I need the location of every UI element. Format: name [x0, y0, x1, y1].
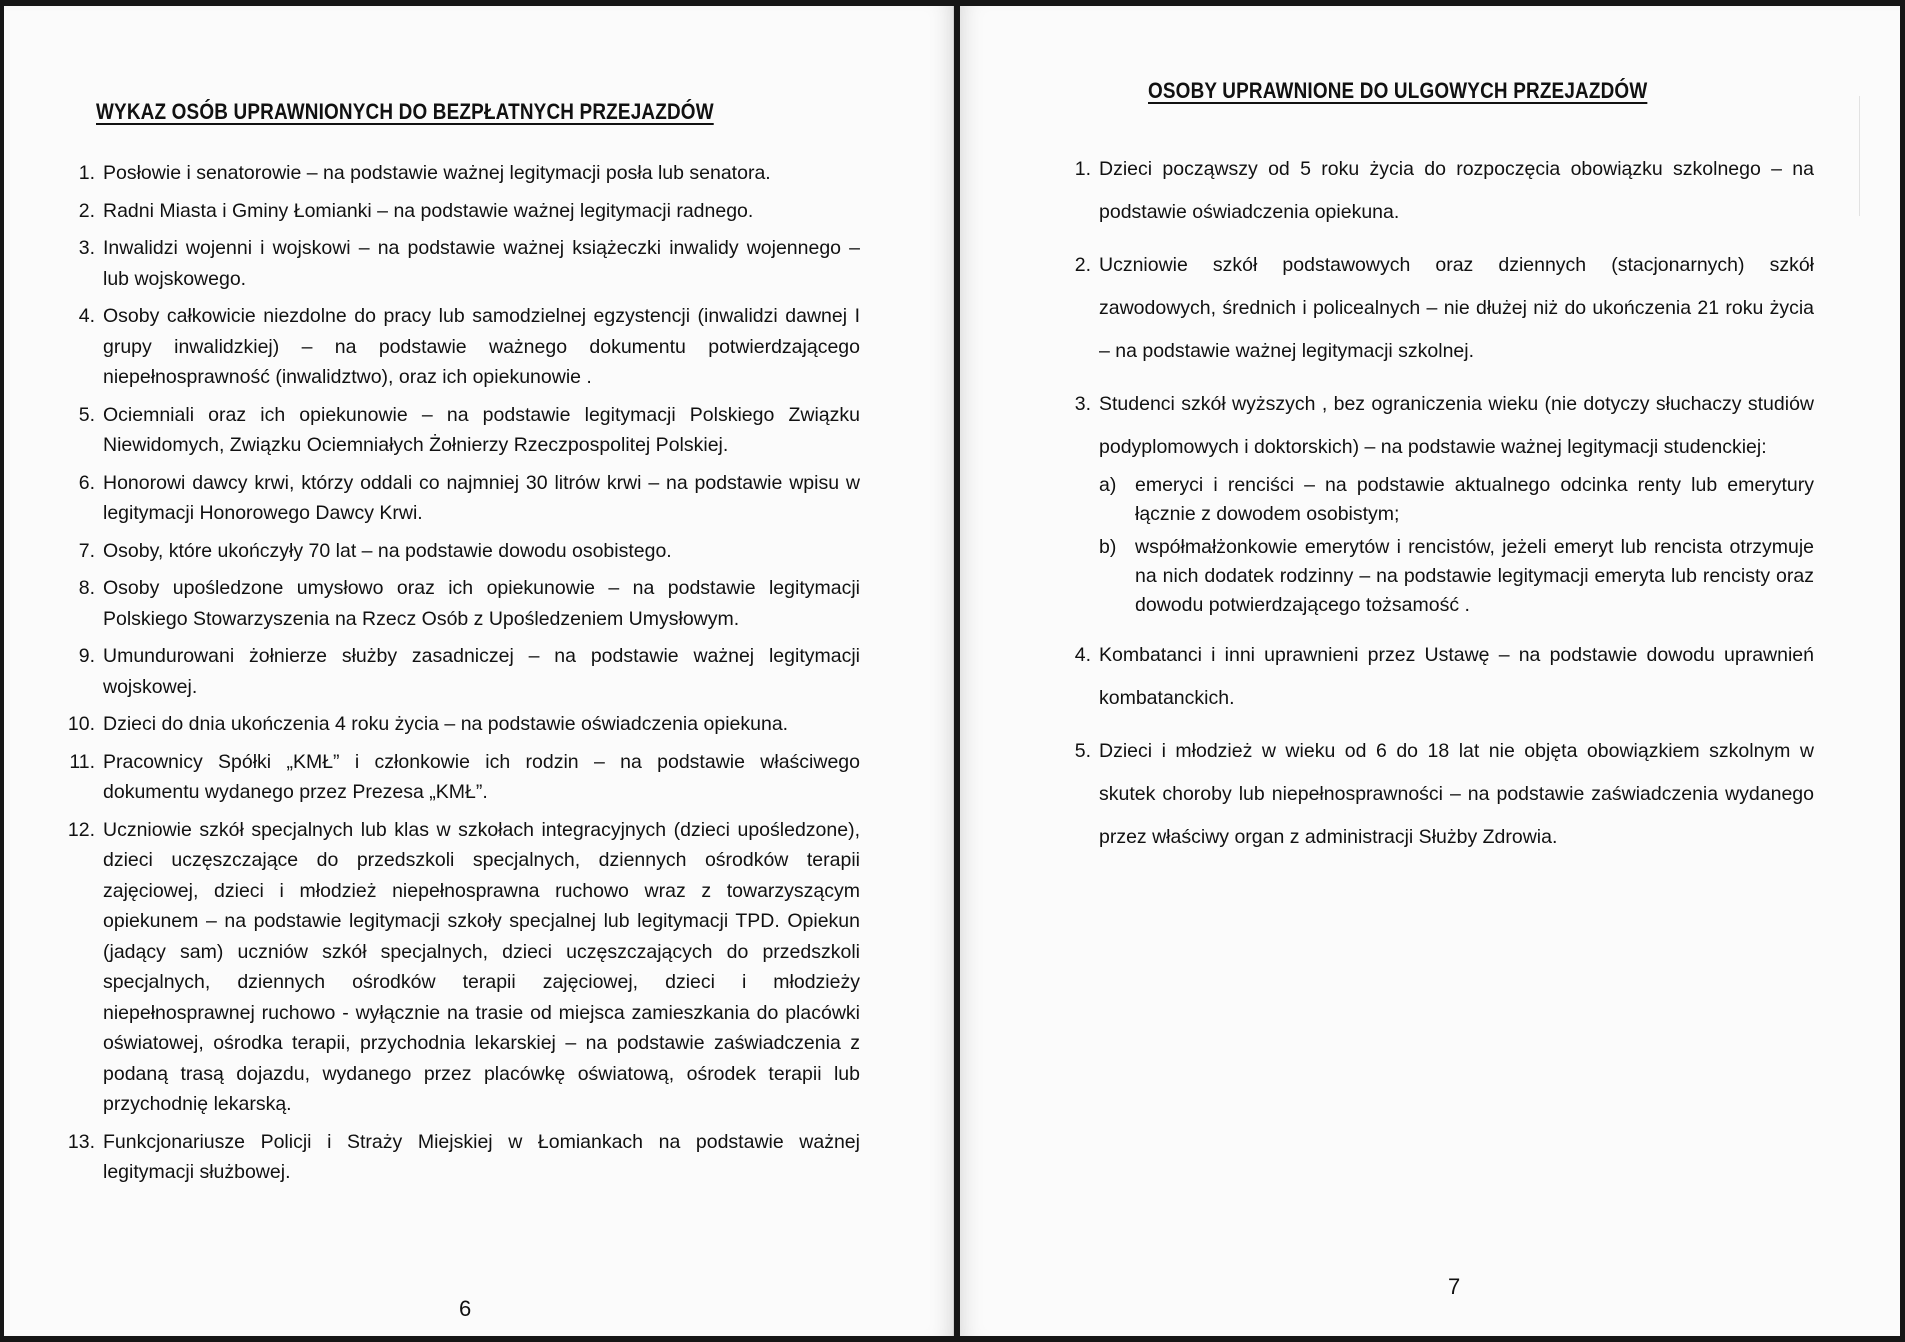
item-text: Pracownicy Spółki „KMŁ” i członkowie ich rodzin – na podstawie właściwego dokumentu wydanego przez Prezesa „KMŁ”.	[103, 750, 860, 803]
item-number: 10.	[67, 713, 95, 735]
item-number: 12.	[67, 818, 95, 841]
item-number: 13.	[67, 1130, 95, 1153]
item-text: Dzieci do dnia ukończenia 4 roku życia – na podstawie oświadczenia opiekuna.	[103, 713, 789, 735]
item-text: Inwalidzi wojenni i wojskowi – na podstawie ważnej książeczki inwalidy wojennego – lub wojskowego.	[103, 237, 860, 290]
item-text: Umundurowani żołnierze służby zasadniczej – na podstawie ważnej legitymacji wojskowej.	[103, 645, 860, 698]
item-number: 1.	[1074, 158, 1091, 180]
item-number: 6.	[78, 471, 95, 494]
item-number: 7.	[78, 539, 95, 562]
list-item	[1054, 730, 1814, 859]
item-text: Posłowie i senatorowie – na podstawie ważnej legitymacji posła lub senatora.	[103, 162, 771, 184]
sub-item-letter: a)	[1099, 474, 1117, 496]
sub-item-letter: b)	[1099, 536, 1117, 558]
item-number: 3.	[1074, 393, 1091, 415]
list-item	[1054, 383, 1814, 624]
list-item	[60, 196, 860, 227]
item-number: 9.	[78, 645, 95, 667]
sub-list	[1099, 471, 1814, 620]
item-number: 4.	[78, 305, 95, 327]
item-number: 5.	[78, 403, 95, 426]
item-text: Dzieci i młodzież w wieku od 6 do 18 lat nie objęta obowiązkiem szkolnym w skutek choroby lub niepełnosprawności – na podstawie zaświadczenia wydanego przez właściwy organ z administracji Służby Zdrowia.	[1099, 740, 1814, 848]
item-text: Studenci szkół wyższych , bez ograniczenia wieku (nie dotyczy słuchaczy studiów podyplomowych i doktorskich) – na podstawie ważnej legitymacji studenckiej:	[1099, 393, 1814, 458]
sub-item-text: współmałżonkowie emerytów i rencistów, jeżeli emeryt lub rencista otrzymuje na nich dodatek rodzinny – na podstawie legitymacji emeryta lub rencisty oraz dowodu potwierdzającego tożsamość .	[1135, 536, 1814, 616]
list-item	[60, 573, 860, 634]
item-text: Osoby upośledzone umysłowo oraz ich opiekunowie – na podstawie legitymacji Polskiego Stowarzyszenia na Rzecz Osób z Upośledzeniem Umysłowym.	[103, 577, 860, 630]
item-number: 3.	[78, 237, 95, 259]
list-item	[60, 709, 860, 740]
left-page-heading: WYKAZ OSÓB UPRAWNIONYCH DO BEZPŁATNYCH PRZEJAZDÓW	[96, 99, 714, 124]
item-text: Dzieci począwszy od 5 roku życia do rozpoczęcia obowiązku szkolnego – na podstawie oświadczenia opiekuna.	[1099, 158, 1814, 223]
item-number: 11.	[69, 750, 95, 773]
item-number: 4.	[1074, 644, 1091, 666]
right-page	[960, 6, 1900, 1336]
item-number: 2.	[78, 199, 95, 222]
left-page	[4, 6, 954, 1336]
item-text: Radni Miasta i Gminy Łomianki – na podstawie ważnej legitymacji radnego.	[103, 199, 754, 222]
list-item	[1054, 244, 1814, 373]
list-item	[60, 1127, 860, 1188]
item-text: Uczniowie szkół specjalnych lub klas w szkołach integracyjnych (dzieci upośledzone), dzieci uczęszczające do przedszkoli specjalnych, dziennych ośrodków terapii zajęciowej, dzieci i młodzież niepełnosprawna ruchowo wraz z towarzyszącym opiekunem – na podstawie legitymacji szkoły specjalnej lub legitymacji TPD. Opiekun (jadący sam) uczniów szkół specjalnych, dzieci uczęszczających do przedszkoli specjalnych, dziennych ośrodków terapii zajęciowej, dzieci i młodzieży niepełnosprawnej ruchowo - wyłącznie na trasie od miejsca zamieszkania do placówki oświatowej, ośrodka terapii, przychodnia lekarskiej – na podstawie zaświadczenia z podaną trasą dojazdu, wydanego przez placówkę oświatową, ośrodek terapii lub przychodnię lekarską.	[103, 818, 860, 1115]
list-item	[60, 233, 860, 294]
sub-item-text: emeryci i renciści – na podstawie aktualnego odcinka renty lub emerytury łącznie z dowodem osobistym;	[1135, 474, 1814, 525]
item-text: Uczniowie szkół podstawowych oraz dziennych (stacjonarnych) szkół zawodowych, średnich i policealnych – nie dłużej niż do ukończenia 21 roku życia – na podstawie ważnej legitymacji szkolnej.	[1099, 254, 1814, 362]
item-text: Osoby całkowicie niezdolne do pracy lub samodzielnej egzystencji (inwalidzi dawnej I grupy inwalidzkiej) – na podstawie ważnego dokumentu potwierdzającego niepełnosprawność (inwalidztwo), oraz ich opiekunowie .	[103, 305, 860, 388]
list-item	[60, 301, 860, 393]
item-number: 8.	[78, 577, 95, 599]
list-item	[60, 158, 860, 189]
free-travel-list	[60, 158, 860, 1195]
sub-list-item	[1099, 533, 1814, 620]
page-number: 7	[1448, 1274, 1461, 1299]
list-item	[60, 536, 860, 567]
item-text: Kombatanci i inni uprawnieni przez Ustawę – na podstawie dowodu uprawnień kombatanckich.	[1099, 644, 1814, 709]
list-item	[60, 815, 860, 1120]
item-number: 2.	[1074, 254, 1091, 276]
page-edge-tab	[1859, 96, 1886, 216]
item-text: Funkcjonariusze Policji i Straży Miejskiej w Łomiankach na podstawie ważnej legitymacji służbowej.	[103, 1130, 860, 1183]
item-body	[1099, 383, 1814, 624]
list-item	[60, 468, 860, 529]
item-number: 1.	[78, 162, 95, 184]
page-number: 6	[459, 1296, 472, 1321]
item-text: Ociemniali oraz ich opiekunowie – na podstawie legitymacji Polskiego Związku Niewidomych, Związku Ociemniałych Żołnierzy Rzeczpospolitej Polskiej.	[103, 403, 860, 456]
list-item	[60, 747, 860, 808]
discount-travel-list	[1054, 148, 1814, 869]
item-text: Honorowi dawcy krwi, którzy oddali co najmniej 30 litrów krwi – na podstawie wpisu w legitymacji Honorowego Dawcy Krwi.	[103, 471, 860, 524]
list-item	[60, 641, 860, 702]
item-number: 5.	[1074, 740, 1091, 762]
list-item	[1054, 634, 1814, 720]
item-text: Osoby, które ukończyły 70 lat – na podstawie dowodu osobistego.	[103, 539, 672, 562]
list-item	[1054, 148, 1814, 234]
list-item	[60, 400, 860, 461]
sub-list-item	[1099, 471, 1814, 529]
right-page-heading: OSOBY UPRAWNIONE DO ULGOWYCH PRZEJAZDÓW	[1148, 78, 1648, 103]
